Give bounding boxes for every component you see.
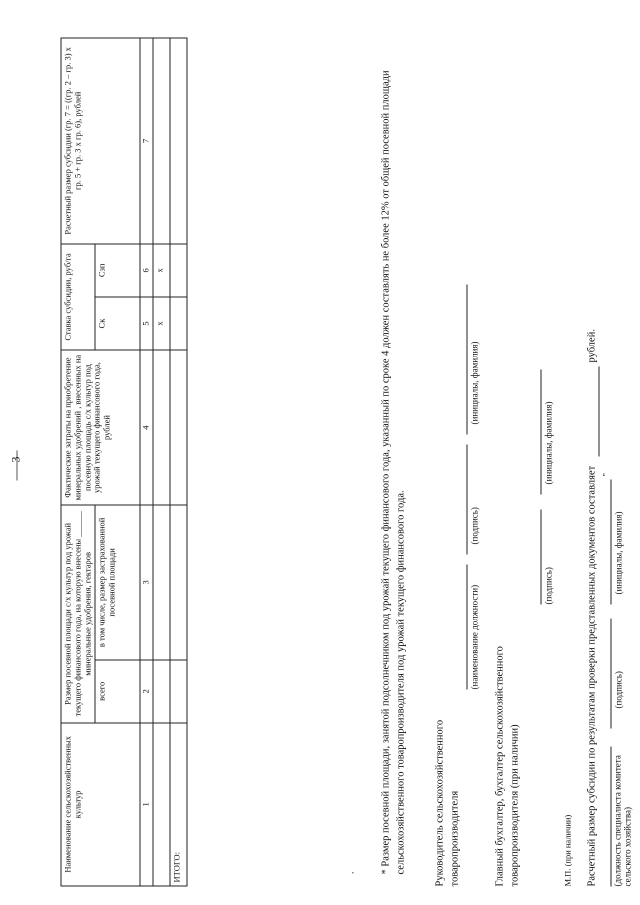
sign-line [467, 445, 468, 555]
table-cell [153, 660, 170, 723]
table-row-total [170, 38, 187, 886]
specialist-name-caption: (инициалы, фамилия) [613, 511, 624, 595]
document-page [1, 0, 640, 905]
header-area-total: всего [95, 660, 140, 723]
page-number: 3 [8, 456, 23, 463]
col-number: 1 [140, 723, 153, 886]
table-cell [153, 723, 170, 886]
table-cell-x: х [153, 297, 170, 350]
footnote: * Размер посевной площади, занятой подсолнечником под урожай текущего финансового года, указанный по сроке 4 должен составлять не более 12% от общей посевной площади сельскохозяйственного товаропроизводителя под урожай текущего финансового года. [380, 70, 407, 875]
accountant-sign-line [541, 510, 542, 605]
table-cell [153, 505, 170, 660]
header-rate-group: Ставка субсидии, руб/га [61, 244, 95, 350]
col-number: 5 [140, 297, 153, 350]
accountant-name-line [541, 370, 542, 495]
header-costs: Фактические затраты на приобретение минеральных удобрений , внесенных на посевную площадь с/х культур под урожай текущего финансового года, рублей [61, 350, 140, 505]
calc-text: Расчетный размер субсидии по результатам проверки представленных документов составляет [586, 465, 598, 887]
specialist-name-line [611, 480, 612, 605]
position-caption: (наименование должности) [469, 584, 480, 690]
table-row-data [153, 38, 170, 886]
calc-amount-line [599, 367, 600, 457]
col-number: 3 [140, 505, 153, 660]
sign-caption: (подпись) [469, 507, 480, 545]
col-number: 6 [140, 244, 153, 297]
col-number: 2 [140, 660, 153, 723]
table-row-col-numbers [140, 38, 153, 886]
table-cell-x: х [153, 244, 170, 297]
specialist-position-line [611, 747, 612, 887]
rub-label: рублей. [586, 329, 598, 363]
table-cell [170, 244, 187, 297]
subsidy-table [61, 38, 188, 887]
accountant-name-caption: (инициалы, фамилия) [543, 401, 554, 485]
table-cell [170, 350, 187, 505]
quote-mark: " [600, 473, 611, 477]
table-header-row [61, 38, 95, 886]
table-cell [170, 38, 187, 244]
bullet-mark: · [348, 871, 360, 875]
seal-label: М.П. (при наличии) [562, 814, 573, 887]
specialist-sign-line [611, 619, 612, 729]
header-area-insured: в том числе, размер застрахованной посевной площади [95, 505, 140, 660]
header-area-group: Размер посевной площади с/х культур под урожай текущего финансового года, на которую внесены ______ минеральные удобрения, гектаров [61, 505, 95, 723]
header-rate-ck: Ск [95, 297, 140, 350]
head-label: Руководитель сельскохозяйственного товаропроизводителя [434, 719, 461, 887]
scan-artifact [17, 451, 18, 481]
col-number: 4 [140, 350, 153, 505]
specialist-sign-caption: (подпись) [613, 671, 624, 709]
header-rate-czp: Сзп [95, 244, 140, 297]
accountant-sign-caption: (подпись) [543, 567, 554, 605]
table-cell [153, 38, 170, 244]
header-crop: Наименование сельскохозяйственных культур [61, 723, 140, 886]
col-number: 7 [140, 38, 153, 244]
position-line [467, 565, 468, 690]
specialist-caption: (должность специалиста комитета сельского хозяйства) [612, 755, 633, 887]
table-cell [170, 505, 187, 660]
header-subsidy: Расчетный размер субсидии (гр. 7 = ((гр. 2 – гр. 3) х гр. 5 + гр. 3 х гр. 6), рублей [61, 38, 140, 244]
name-line [467, 285, 468, 435]
table-cell [153, 350, 170, 505]
accountant-label: Главный бухгалтер, бухгалтер сельскохозяйственного товаропроизводителя (при наличии) [494, 646, 521, 887]
total-label: ИТОГО: [170, 723, 187, 886]
table-cell [170, 297, 187, 350]
name-caption: (инициалы, фамилия) [469, 341, 480, 425]
table-cell [170, 660, 187, 723]
